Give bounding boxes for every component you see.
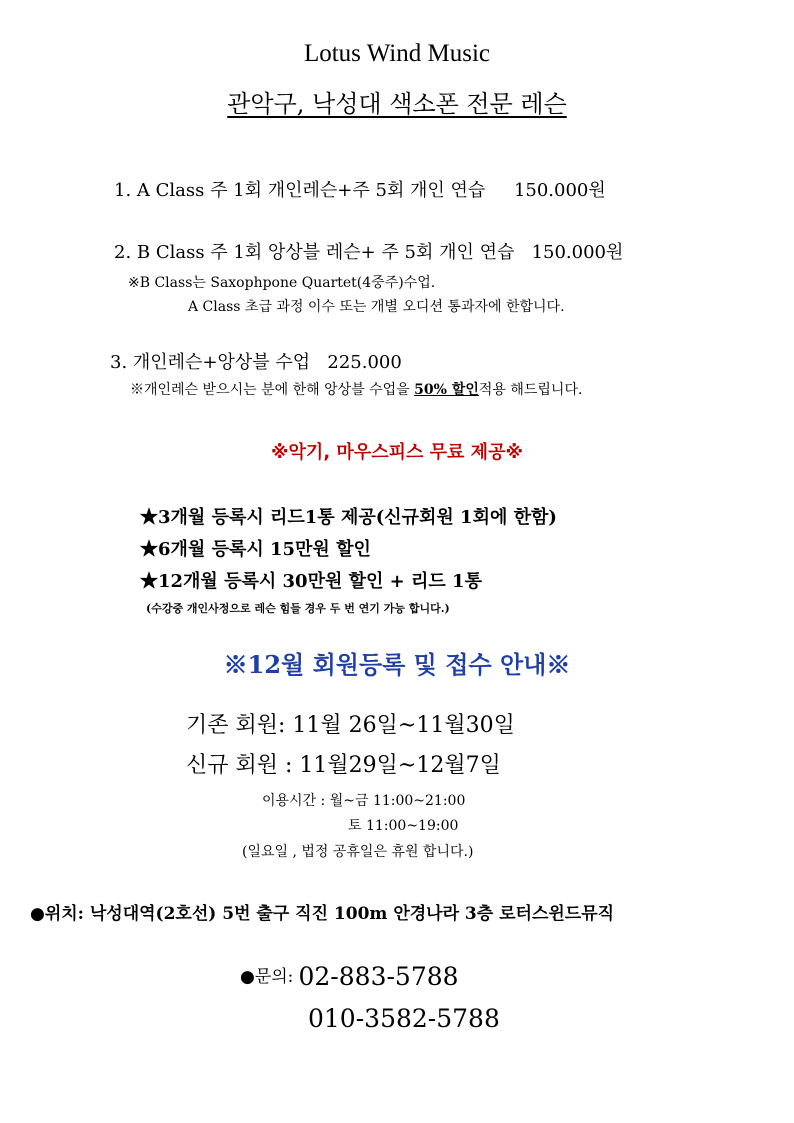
class-c-text: 3. 개인레슨+앙상블 수업 [110, 352, 311, 373]
class-c-note [130, 379, 582, 399]
benefit-item: ★3개월 등록시 리드1통 제공(신규회원 1회에 한함) [140, 507, 557, 528]
contact-line [240, 962, 459, 991]
class-a-line [114, 176, 606, 202]
class-b-text: 2. B Class 주 1회 앙상블 레슨+ 주 5회 개인 연습 [114, 242, 515, 263]
class-a-price: 150.000원 [513, 180, 606, 201]
benefit-item: ★12개월 등록시 30만원 할인 + 리드 1통 [140, 571, 482, 592]
subtitle-text: 관악구, 낙성대 색소폰 전문 레슨 [227, 90, 567, 118]
weekday-hours: 이용시간 : 월~금 11:00~21:00 [262, 793, 466, 809]
mobile-number: 010-3582-5788 [308, 1004, 500, 1033]
class-b-note-1: ※B Class는 Saxophpone Quartet(4중주)수업. [128, 275, 436, 291]
class-c-note-post: 적용 해드립니다. [478, 382, 583, 398]
class-c-note-pre: ※개인레슨 받으시는 분에 한해 앙상블 수업을 [130, 382, 410, 398]
phone-number: 02-883-5788 [298, 962, 459, 991]
discount-highlight: 50% 할인 [414, 382, 479, 398]
class-a-text: 1. A Class 주 1회 개인레슨+주 5회 개인 연습 [114, 180, 486, 201]
benefit-item: ★6개월 등록시 15만원 할인 [140, 539, 371, 560]
class-b-line [114, 238, 623, 264]
registration-heading: ※12월 회원등록 및 접수 안내※ [223, 650, 571, 679]
page-title: Lotus Wind Music [303, 40, 491, 67]
existing-member-dates: 기존 회원: 11월 26일~11월30일 [186, 713, 515, 738]
new-member-dates: 신규 회원 : 11월29일~12월7일 [186, 753, 501, 778]
class-c-line [110, 348, 402, 374]
holiday-note: (일요일 , 법정 공휴일은 휴원 합니다.) [242, 844, 474, 860]
class-b-note-2: A Class 초급 과정 이수 또는 개별 오디션 통과자에 한합니다. [188, 299, 565, 315]
postpone-note: (수강중 개인사정으로 레슨 힘들 경우 두 번 연기 가능 합니다.) [146, 602, 450, 615]
class-b-price: 150.000원 [531, 242, 624, 263]
saturday-hours: 토 11:00~19:00 [348, 818, 459, 834]
contact-label: ●문의: [240, 967, 294, 987]
class-c-price: 225.000 [327, 352, 402, 373]
page-subtitle [0, 84, 794, 119]
free-offer: ※악기, 마우스피스 무료 제공※ [271, 442, 523, 463]
location: ●위치: 낙성대역(2호선) 5번 출구 직진 100m 안경나라 3층 로터스윈드뮤직 [30, 904, 615, 924]
